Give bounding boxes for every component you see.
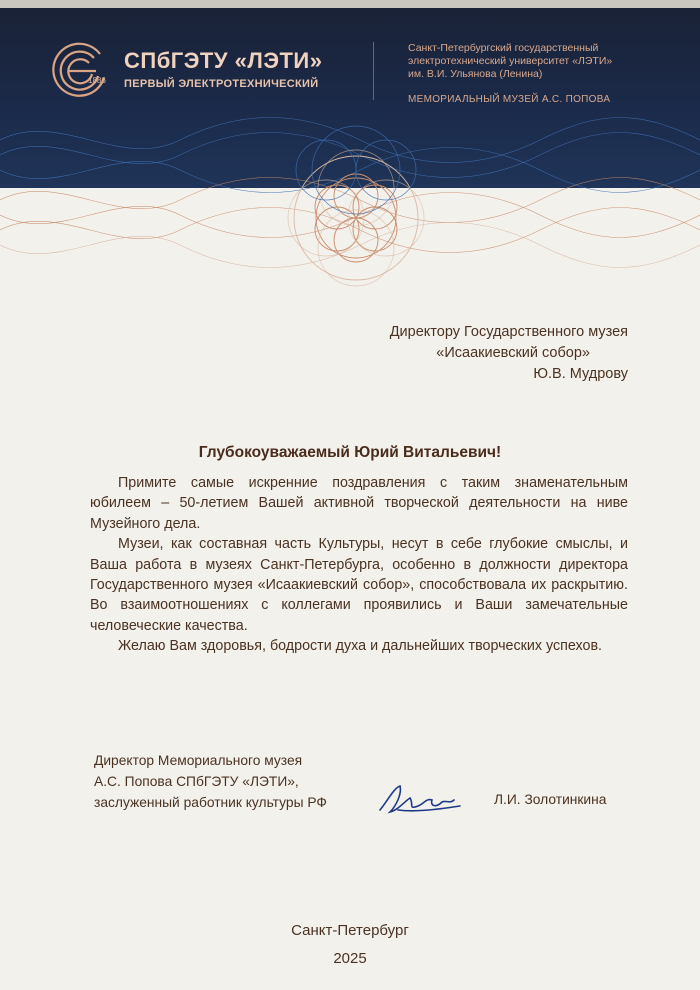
letter-body (90, 473, 628, 657)
addressee-line: Директору Государственного музея (389, 324, 628, 340)
university-line: им. В.И. Ульянова (Ленина) (408, 68, 543, 80)
year-of-issue: 2025 (333, 950, 367, 967)
header-divider (373, 42, 374, 100)
university-name-block (408, 42, 612, 81)
body-paragraph: Примите самые искренние поздравления с таким знаменательным юбилеем – 50-летием Вашей активной творческой деятельности на ниве Музейного дела. (90, 475, 628, 532)
addressee-line: Ю.В. Мудрову (533, 366, 628, 382)
place-of-issue: Санкт-Петербург (291, 922, 409, 939)
signatory-title-line: А.С. Попова СПбГЭТУ «ЛЭТИ», (94, 774, 299, 789)
salutation: Глубокоуважаемый Юрий Витальевич! (198, 444, 502, 461)
brand-subtitle: ПЕРВЫЙ ЭЛЕКТРОТЕХНИЧЕСКИЙ (124, 78, 319, 90)
university-line: Санкт-Петербургский государственный (408, 42, 599, 54)
logo-year: 1886 (88, 76, 106, 85)
leti-logo-icon (50, 40, 112, 102)
signatory-title-line: Директор Мемориального музея (94, 753, 303, 768)
addressee-line: «Исаакиевский собор» (436, 345, 590, 361)
brand-name: СПбГЭТУ «ЛЭТИ» (124, 48, 323, 73)
body-paragraph: Музеи, как составная часть Культуры, несут в себе глубокие смыслы, и Ваша работа в музеях Санкт-Петербурга, особенно в должности директора Государственного музея «Исаакиевский собор», способствовала их раскрытию. Во взаимоотношениях с коллегами проявились и Ваши замечательные человеческие качества. (90, 536, 628, 634)
signatory-name: Л.И. Золотинкина (494, 792, 607, 807)
university-line: электротехнический университет «ЛЭТИ» (408, 55, 613, 67)
body-paragraph: Желаю Вам здоровья, бодрости духа и дальнейших творческих успехов. (118, 638, 603, 655)
handwritten-signature (374, 780, 466, 820)
signatory-title-block (94, 750, 327, 813)
signatory-title-line: заслуженный работник культуры РФ (94, 795, 327, 810)
addressee-block (390, 322, 628, 385)
top-frame (0, 0, 700, 8)
guilloche-ornament (0, 100, 700, 320)
museum-name: МЕМОРИАЛЬНЫЙ МУЗЕЙ А.С. ПОПОВА (408, 94, 611, 105)
